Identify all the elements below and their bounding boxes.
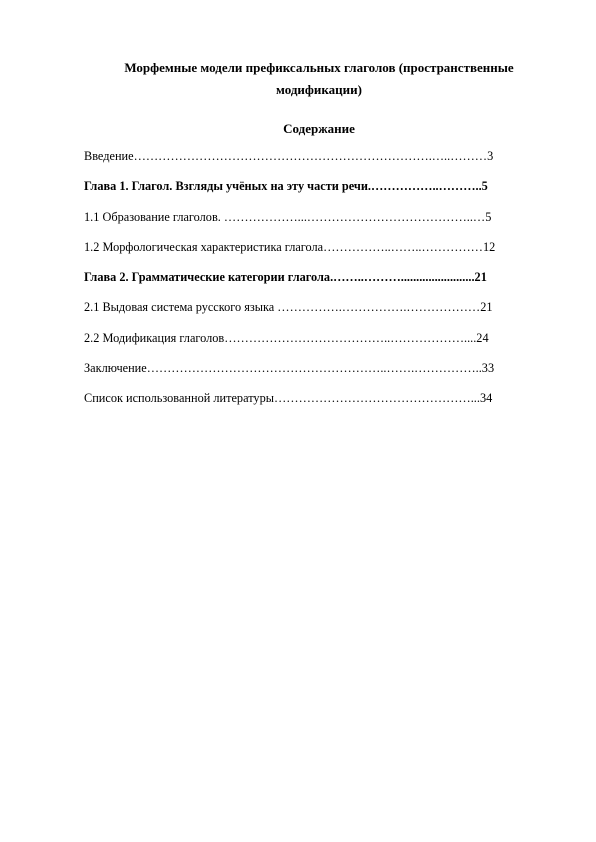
toc-entry: Глава 1. Глагол. Взгляды учёных на эту части речи.……………..………..5 (84, 179, 488, 194)
table-of-contents (84, 147, 554, 420)
toc-entry: 2.2 Модификация глаголов…………………………………..………………....24 (84, 330, 489, 345)
toc-entry: Глава 2. Грамматические категории глагола.……..………........................21 (84, 270, 487, 285)
toc-entry: Список использованной литературы…………………………………………...34 (84, 391, 493, 406)
document-title: Морфемные модели префиксальных глаголов (пространственные модификации) (124, 60, 514, 97)
toc-entry: 1.2 Морфологическая характеристика глагола……………..……..……………12 (84, 239, 496, 254)
toc-entry: Введение……………………………………………………………….…..………3 (84, 149, 494, 163)
toc-entry: 1.1 Образование глаголов. ………………...…………………………………..…5 (84, 209, 492, 224)
toc-entry: 2.1 Выдовая система русского языка …………….…………….………………21 (84, 300, 493, 315)
toc-heading: Содержание (283, 121, 355, 136)
toc-entry: Заключение…………………………………………………..…….……………..33 (84, 361, 495, 376)
